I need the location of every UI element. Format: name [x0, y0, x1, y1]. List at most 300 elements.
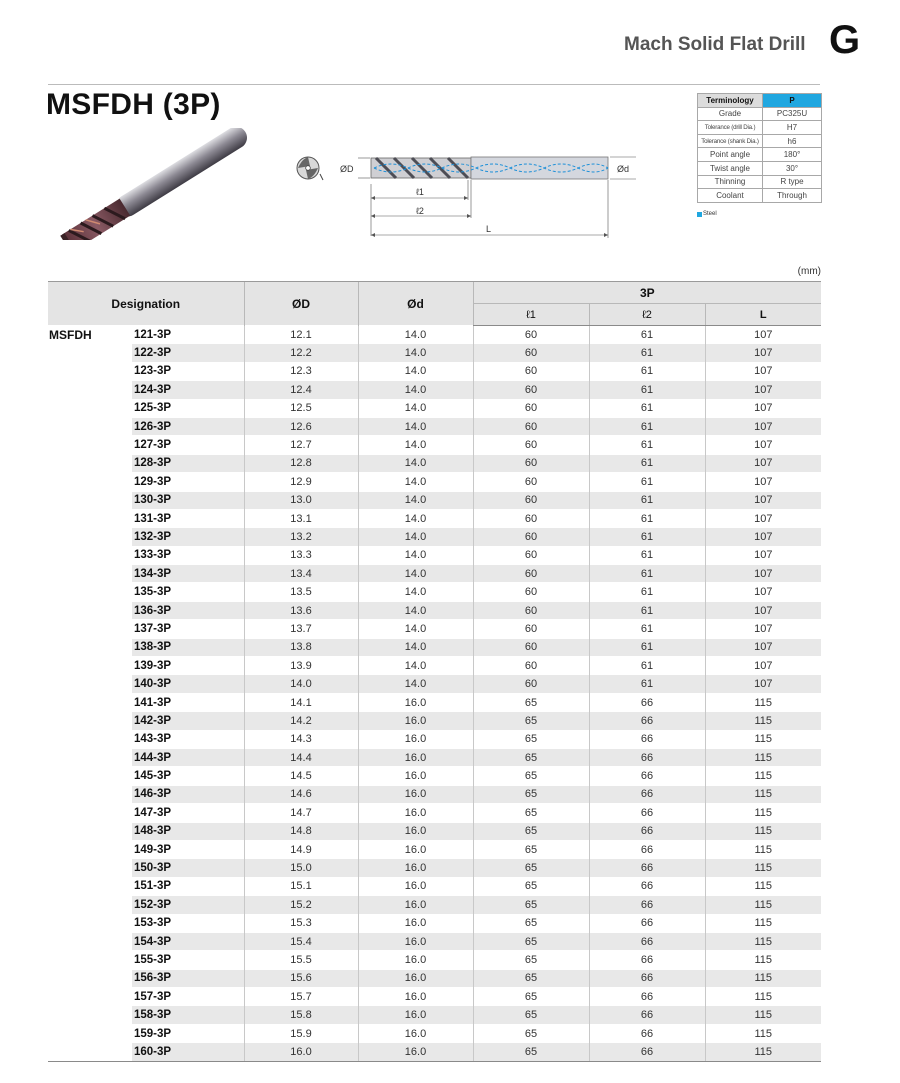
l2-cell: 61: [589, 454, 705, 472]
spec-value: PC325U: [763, 107, 822, 121]
D-cell: 12.6: [244, 417, 358, 435]
drill-dimension-diagram: [336, 148, 636, 240]
desig-cell: 145-3P: [132, 767, 244, 785]
desig-cell: 152-3P: [132, 896, 244, 914]
spec-value: 30°: [763, 161, 822, 175]
l2-cell: 66: [589, 767, 705, 785]
header-3p-group: 3P: [473, 282, 821, 304]
desig-cell: 148-3P: [132, 822, 244, 840]
L-cell: 115: [705, 1024, 821, 1042]
table-row: [48, 565, 821, 583]
table-row: [48, 1043, 821, 1061]
series-cell: [48, 473, 132, 491]
l1-cell: 65: [473, 951, 589, 969]
table-row: [48, 712, 821, 730]
d-cell: 16.0: [358, 1024, 473, 1042]
desig-cell: 133-3P: [132, 546, 244, 564]
d-cell: 14.0: [358, 381, 473, 399]
series-cell: [48, 951, 132, 969]
desig-cell: 134-3P: [132, 565, 244, 583]
D-cell: 14.3: [244, 730, 358, 748]
desig-cell: 147-3P: [132, 804, 244, 822]
L-cell: 115: [705, 748, 821, 766]
l1-cell: 65: [473, 877, 589, 895]
d-cell: 16.0: [358, 1006, 473, 1024]
D-cell: 14.2: [244, 712, 358, 730]
table-row: [48, 620, 821, 638]
table-row: [48, 491, 821, 509]
l1-cell: 60: [473, 326, 589, 344]
l1-cell: 60: [473, 657, 589, 675]
l1-cell: 65: [473, 914, 589, 932]
table-row: [48, 951, 821, 969]
d-cell: 14.0: [358, 436, 473, 454]
desig-cell: 128-3P: [132, 454, 244, 472]
L-cell: 107: [705, 638, 821, 656]
desig-cell: 153-3P: [132, 914, 244, 932]
L-cell: 107: [705, 473, 821, 491]
header-d: Ød: [358, 282, 473, 326]
l2-cell: 66: [589, 988, 705, 1006]
L-cell: 115: [705, 693, 821, 711]
series-cell: [48, 785, 132, 803]
L-cell: 115: [705, 1043, 821, 1061]
length-l2-label: ℓ2: [416, 206, 424, 216]
series-cell: [48, 417, 132, 435]
d-cell: 14.0: [358, 528, 473, 546]
series-cell: [48, 399, 132, 417]
series-cell: [48, 804, 132, 822]
header-designation: Designation: [48, 282, 244, 326]
table-row: [48, 675, 821, 693]
l1-cell: 65: [473, 693, 589, 711]
d-cell: 16.0: [358, 712, 473, 730]
spec-row: [698, 189, 822, 203]
desig-cell: 137-3P: [132, 620, 244, 638]
L-cell: 115: [705, 822, 821, 840]
l1-cell: 65: [473, 767, 589, 785]
d-cell: 14.0: [358, 601, 473, 619]
series-cell: [48, 1043, 132, 1061]
spec-term: Point angle: [698, 148, 763, 162]
desig-cell: 130-3P: [132, 491, 244, 509]
diameter-D-label: ØD: [340, 164, 354, 174]
L-cell: 115: [705, 1006, 821, 1024]
desig-cell: 151-3P: [132, 877, 244, 895]
D-cell: 12.4: [244, 381, 358, 399]
L-cell: 107: [705, 491, 821, 509]
desig-cell: 123-3P: [132, 362, 244, 380]
D-cell: 13.3: [244, 546, 358, 564]
desig-cell: 150-3P: [132, 859, 244, 877]
dimensions-table: [48, 281, 821, 1062]
L-cell: 115: [705, 877, 821, 895]
D-cell: 15.3: [244, 914, 358, 932]
d-cell: 16.0: [358, 804, 473, 822]
D-cell: 13.1: [244, 509, 358, 527]
D-cell: 13.5: [244, 583, 358, 601]
series-cell: [48, 748, 132, 766]
l2-cell: 66: [589, 748, 705, 766]
desig-cell: 122-3P: [132, 344, 244, 362]
D-cell: 15.7: [244, 988, 358, 1006]
desig-cell: 121-3P: [132, 326, 244, 344]
l2-cell: 61: [589, 675, 705, 693]
l2-cell: 61: [589, 583, 705, 601]
l2-cell: 66: [589, 914, 705, 932]
l2-cell: 61: [589, 491, 705, 509]
l2-cell: 66: [589, 951, 705, 969]
d-cell: 14.0: [358, 675, 473, 693]
header-D: ØD: [244, 282, 358, 326]
section-letter: G: [829, 18, 861, 62]
D-cell: 14.8: [244, 822, 358, 840]
series-cell: [48, 344, 132, 362]
desig-cell: 125-3P: [132, 399, 244, 417]
table-row: [48, 914, 821, 932]
l1-cell: 60: [473, 620, 589, 638]
series-cell: [48, 362, 132, 380]
d-cell: 14.0: [358, 399, 473, 417]
drill-product-image: [48, 128, 273, 240]
spec-term: Tolerance (shank Dia.): [698, 134, 763, 148]
series-cell: [48, 932, 132, 950]
D-cell: 14.0: [244, 675, 358, 693]
series-cell: [48, 491, 132, 509]
D-cell: 15.4: [244, 932, 358, 950]
L-cell: 107: [705, 620, 821, 638]
l1-cell: 60: [473, 381, 589, 399]
l1-cell: 60: [473, 417, 589, 435]
l1-cell: 60: [473, 528, 589, 546]
series-cell: [48, 896, 132, 914]
spec-term: Grade: [698, 107, 763, 121]
spec-value: Through: [763, 189, 822, 203]
series-cell: [48, 546, 132, 564]
L-cell: 107: [705, 509, 821, 527]
series-cell: [48, 969, 132, 987]
d-cell: 14.0: [358, 620, 473, 638]
L-cell: 115: [705, 914, 821, 932]
table-row: [48, 932, 821, 950]
L-cell: 107: [705, 399, 821, 417]
table-row: [48, 969, 821, 987]
l1-cell: 60: [473, 399, 589, 417]
l1-cell: 65: [473, 840, 589, 858]
table-row: [48, 657, 821, 675]
d-cell: 16.0: [358, 914, 473, 932]
d-cell: 16.0: [358, 877, 473, 895]
l2-cell: 61: [589, 326, 705, 344]
desig-cell: 155-3P: [132, 951, 244, 969]
D-cell: 15.8: [244, 1006, 358, 1024]
l1-cell: 60: [473, 675, 589, 693]
series-cell: [48, 436, 132, 454]
header-L: L: [705, 304, 821, 326]
l1-cell: 65: [473, 969, 589, 987]
l2-cell: 66: [589, 896, 705, 914]
L-cell: 107: [705, 381, 821, 399]
l2-cell: 66: [589, 822, 705, 840]
spec-row: [698, 134, 822, 148]
table-row: [48, 730, 821, 748]
l2-cell: 66: [589, 969, 705, 987]
d-cell: 16.0: [358, 748, 473, 766]
D-cell: 12.2: [244, 344, 358, 362]
D-cell: 12.3: [244, 362, 358, 380]
D-cell: 12.5: [244, 399, 358, 417]
series-cell: [48, 712, 132, 730]
d-cell: 16.0: [358, 859, 473, 877]
l2-cell: 66: [589, 730, 705, 748]
L-cell: 115: [705, 767, 821, 785]
l2-cell: 61: [589, 362, 705, 380]
desig-cell: 142-3P: [132, 712, 244, 730]
series-cell: [48, 877, 132, 895]
d-cell: 16.0: [358, 822, 473, 840]
series-cell: [48, 767, 132, 785]
l2-cell: 66: [589, 804, 705, 822]
d-cell: 14.0: [358, 491, 473, 509]
series-cell: [48, 565, 132, 583]
header-divider: [48, 84, 820, 85]
D-cell: 12.9: [244, 473, 358, 491]
d-cell: 14.0: [358, 473, 473, 491]
desig-cell: 158-3P: [132, 1006, 244, 1024]
l2-cell: 66: [589, 1006, 705, 1024]
spec-header-p: P: [763, 94, 822, 108]
l1-cell: 65: [473, 1006, 589, 1024]
table-row: [48, 583, 821, 601]
shank-diameter-label: Ød: [617, 164, 630, 174]
desig-cell: 136-3P: [132, 601, 244, 619]
desig-cell: 144-3P: [132, 748, 244, 766]
table-row: [48, 896, 821, 914]
D-cell: 13.9: [244, 657, 358, 675]
D-cell: 12.7: [244, 436, 358, 454]
spec-table: [697, 93, 822, 203]
l2-cell: 61: [589, 399, 705, 417]
L-cell: 107: [705, 601, 821, 619]
l1-cell: 60: [473, 436, 589, 454]
D-cell: 15.6: [244, 969, 358, 987]
l2-cell: 61: [589, 528, 705, 546]
desig-cell: 139-3P: [132, 657, 244, 675]
series-cell: [48, 859, 132, 877]
d-cell: 16.0: [358, 730, 473, 748]
drill-end-view-icon: [292, 152, 326, 186]
table-row: [48, 344, 821, 362]
L-cell: 107: [705, 417, 821, 435]
d-cell: 16.0: [358, 767, 473, 785]
desig-cell: 138-3P: [132, 638, 244, 656]
l2-cell: 66: [589, 932, 705, 950]
d-cell: 16.0: [358, 951, 473, 969]
desig-cell: 160-3P: [132, 1043, 244, 1061]
l2-cell: 61: [589, 473, 705, 491]
d-cell: 14.0: [358, 583, 473, 601]
l1-cell: 60: [473, 454, 589, 472]
table-row: [48, 638, 821, 656]
l2-cell: 61: [589, 509, 705, 527]
l2-cell: 66: [589, 1043, 705, 1061]
table-row: [48, 546, 821, 564]
spec-row: [698, 121, 822, 135]
desig-cell: 149-3P: [132, 840, 244, 858]
l1-cell: 65: [473, 785, 589, 803]
spec-row: [698, 161, 822, 175]
table-row: [48, 804, 821, 822]
D-cell: 13.6: [244, 601, 358, 619]
L-cell: 115: [705, 840, 821, 858]
l1-cell: 60: [473, 362, 589, 380]
L-cell: 115: [705, 859, 821, 877]
table-body: [48, 326, 821, 1062]
l2-cell: 66: [589, 712, 705, 730]
table-row: [48, 601, 821, 619]
series-cell: [48, 840, 132, 858]
D-cell: 14.7: [244, 804, 358, 822]
series-cell: [48, 914, 132, 932]
series-cell: [48, 1024, 132, 1042]
l1-cell: 65: [473, 748, 589, 766]
desig-cell: 140-3P: [132, 675, 244, 693]
D-cell: 14.9: [244, 840, 358, 858]
series-cell: [48, 657, 132, 675]
d-cell: 16.0: [358, 896, 473, 914]
table-row: [48, 785, 821, 803]
desig-cell: 154-3P: [132, 932, 244, 950]
desig-cell: 143-3P: [132, 730, 244, 748]
d-cell: 14.0: [358, 638, 473, 656]
l2-cell: 61: [589, 565, 705, 583]
D-cell: 15.2: [244, 896, 358, 914]
table-row: [48, 840, 821, 858]
d-cell: 16.0: [358, 969, 473, 987]
D-cell: 13.2: [244, 528, 358, 546]
desig-cell: 127-3P: [132, 436, 244, 454]
l1-cell: 60: [473, 344, 589, 362]
l1-cell: 60: [473, 565, 589, 583]
table-row: [48, 877, 821, 895]
desig-cell: 132-3P: [132, 528, 244, 546]
l1-cell: 65: [473, 1043, 589, 1061]
d-cell: 16.0: [358, 840, 473, 858]
D-cell: 14.4: [244, 748, 358, 766]
table-row: [48, 822, 821, 840]
d-cell: 14.0: [358, 362, 473, 380]
D-cell: 13.0: [244, 491, 358, 509]
header-l2: ℓ2: [589, 304, 705, 326]
l1-cell: 65: [473, 1024, 589, 1042]
L-cell: 107: [705, 362, 821, 380]
l1-cell: 65: [473, 859, 589, 877]
l1-cell: 65: [473, 804, 589, 822]
D-cell: 14.6: [244, 785, 358, 803]
spec-term: Thinning: [698, 175, 763, 189]
l2-cell: 61: [589, 344, 705, 362]
table-row: [48, 381, 821, 399]
table-row: [48, 509, 821, 527]
l1-cell: 65: [473, 712, 589, 730]
series-cell: [48, 583, 132, 601]
l1-cell: 60: [473, 491, 589, 509]
D-cell: 15.0: [244, 859, 358, 877]
desig-cell: 146-3P: [132, 785, 244, 803]
l2-cell: 61: [589, 546, 705, 564]
d-cell: 14.0: [358, 344, 473, 362]
D-cell: 13.8: [244, 638, 358, 656]
table-row: [48, 859, 821, 877]
l1-cell: 60: [473, 473, 589, 491]
spec-row: [698, 107, 822, 121]
spec-header-terminology: Terminology: [698, 94, 763, 108]
l2-cell: 61: [589, 657, 705, 675]
L-cell: 107: [705, 657, 821, 675]
spec-value: h6: [763, 134, 822, 148]
l2-cell: 66: [589, 877, 705, 895]
L-cell: 107: [705, 675, 821, 693]
d-cell: 16.0: [358, 988, 473, 1006]
l2-cell: 66: [589, 693, 705, 711]
spec-term: Coolant: [698, 189, 763, 203]
l1-cell: 60: [473, 546, 589, 564]
table-row: [48, 326, 821, 344]
D-cell: 13.4: [244, 565, 358, 583]
L-cell: 115: [705, 969, 821, 987]
series-cell: [48, 528, 132, 546]
table-row: [48, 454, 821, 472]
d-cell: 14.0: [358, 546, 473, 564]
desig-cell: 141-3P: [132, 693, 244, 711]
d-cell: 14.0: [358, 417, 473, 435]
table-row: [48, 693, 821, 711]
catalog-section-title: Mach Solid Flat Drill: [624, 34, 806, 55]
l2-cell: 61: [589, 601, 705, 619]
L-cell: 115: [705, 988, 821, 1006]
flute-length-l1-label: ℓ1: [416, 187, 424, 197]
l1-cell: 65: [473, 988, 589, 1006]
legend-label: Steel: [703, 211, 717, 217]
overall-length-label: L: [486, 224, 492, 234]
series-cell: [48, 509, 132, 527]
table-row: [48, 417, 821, 435]
product-title: MSFDH (3P): [46, 88, 221, 121]
d-cell: 14.0: [358, 454, 473, 472]
series-cell: [48, 730, 132, 748]
d-cell: 14.0: [358, 326, 473, 344]
L-cell: 115: [705, 804, 821, 822]
table-row: [48, 473, 821, 491]
desig-cell: 156-3P: [132, 969, 244, 987]
series-cell: [48, 693, 132, 711]
series-cell: [48, 988, 132, 1006]
spec-value: R type: [763, 175, 822, 189]
L-cell: 107: [705, 344, 821, 362]
L-cell: 115: [705, 730, 821, 748]
l2-cell: 61: [589, 638, 705, 656]
series-cell: [48, 454, 132, 472]
l2-cell: 66: [589, 785, 705, 803]
D-cell: 12.8: [244, 454, 358, 472]
series-cell: [48, 381, 132, 399]
l1-cell: 65: [473, 932, 589, 950]
D-cell: 13.7: [244, 620, 358, 638]
l1-cell: 60: [473, 509, 589, 527]
table-row: [48, 1024, 821, 1042]
L-cell: 115: [705, 932, 821, 950]
l1-cell: 65: [473, 896, 589, 914]
